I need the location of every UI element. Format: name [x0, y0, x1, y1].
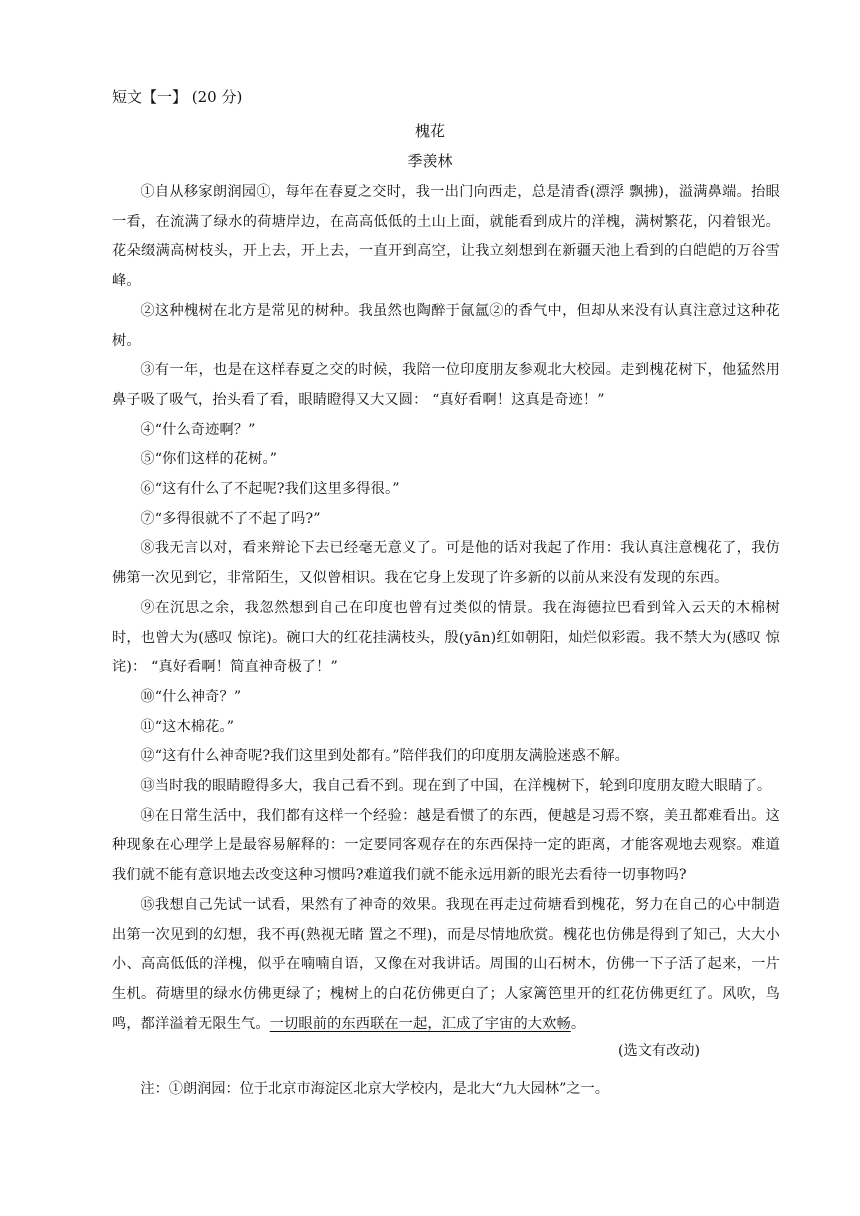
footnote: 注：①朗润园：位于北京市海淀区北京大学校内，是北大“九大园林”之一。 — [140, 1081, 609, 1097]
underlined-sentence: 一切眼前的东西联在一起，汇成了宇宙的大欢畅 — [269, 1015, 571, 1032]
section-heading: 短文【一】 (20 分) — [112, 88, 243, 106]
paragraph-1: ①自从移家朗润园①，每年在春夏之交时，我一出门向西走，总是清香(漂浮 飘拂)，溢满鼻端。抬眼一看，在流满了绿水的荷塘岸边，在高高低低的土山上面，就能看到成片的洋槐，满树繁花，闪着银光。花朵缀满高树枝头，开上去，开上去，一直开到高空，让我立刻想到在新疆天池上看到的白皑皑的万谷雪峰。 — [112, 184, 780, 290]
article-author: 季羡林 — [407, 152, 453, 170]
paragraph-11: ⑪“这木棉花。” — [140, 718, 235, 735]
paragraph-9: ⑨在沉思之余，我忽然想到自己在印度也曾有过类似的情景。我在海德拉巴看到耸入云天的木棉树时，也曾大为(感叹 惊诧)。碗口大的红花挂满枝头，殷(yān)红如朝阳，灿烂似彩霞。我不禁大为(感叹 惊诧)： “真好看啊！简直神奇极了！” — [112, 599, 780, 676]
closing-punctuation: 。 — [570, 1015, 586, 1032]
paragraph-12: ⑫“这有什么神奇呢?我们这里到处都有。”陪伴我们的印度朋友满脸迷惑不解。 — [140, 748, 629, 765]
paragraph-13: ⑬当时我的眼睛瞪得多大，我自己看不到。现在到了中国，在洋槐树下，轮到印度朋友瞪大眼睛了。 — [140, 778, 772, 795]
paragraph-15-text: ⑮我想自己先试一试看，果然有了神奇的效果。我现在再走过荷塘看到槐花，努力在自己的心中制造出第一次见到的幻想，我不再(熟视无睹 置之不理)，而是尽情地欣赏。槐花也仿佛是得到了知己，大大小小、高高低低的洋槐，似乎在喃喃自语，又像在对我讲话。周围的山石树木，仿佛一下子活了起来，一片生机。荷塘里的绿水仿佛更绿了；槐树上的白花仿佛更白了；人家篱笆里开的红花仿佛更红了。风吹，鸟鸣，都洋溢着无限生气。 — [112, 896, 780, 1032]
paragraph-5: ⑤“你们这样的花树。” — [140, 451, 278, 468]
paragraph-2: ②这种槐树在北方是常见的树种。我虽然也陶醉于氤氲②的香气中，但却从来没有认真注意过这种花树。 — [112, 302, 780, 349]
paragraph-3: ③有一年，也是在这样春夏之交的时候，我陪一位印度朋友参观北大校园。走到槐花树下，他猛然用鼻子吸了吸气，抬头看了看，眼睛瞪得又大又圆： “真好看啊！这真是奇迹！” — [112, 362, 780, 408]
paragraph-10: ⑩“什么神奇？” — [140, 688, 242, 705]
paragraph-7: ⑦“多得很就不了不起了吗?” — [140, 510, 321, 527]
article-title: 槐花 — [414, 122, 445, 140]
article-body — [112, 178, 780, 1039]
paragraph-14: ⑭在日常生活中，我们都有这样一个经验：越是看惯了的东西，便越是习焉不察，美丑都难看出。这种现象在心理学上是最容易解释的：一定要同客观存在的东西保持一定的距离，才能客观地去观察。难道我们就不能有意识地去改变这种习惯吗?难道我们就不能永远用新的眼光去看待一切事物吗? — [112, 807, 780, 884]
paragraph-6: ⑥“这有什么了不起呢?我们这里多得很。” — [140, 481, 400, 498]
source-note: (选文有改动) — [617, 1043, 700, 1059]
paragraph-4: ④“什么奇迹啊？” — [140, 421, 256, 438]
paragraph-8: ⑧我无言以对，看来辩论下去已经毫无意义了。可是他的话对我起了作用：我认真注意槐花了，我仿佛第一次见到它，非常陌生，又似曾相识。我在它身上发现了许多新的以前从来没有发现的东西。 — [112, 540, 780, 587]
paragraph-15 — [112, 891, 780, 1040]
